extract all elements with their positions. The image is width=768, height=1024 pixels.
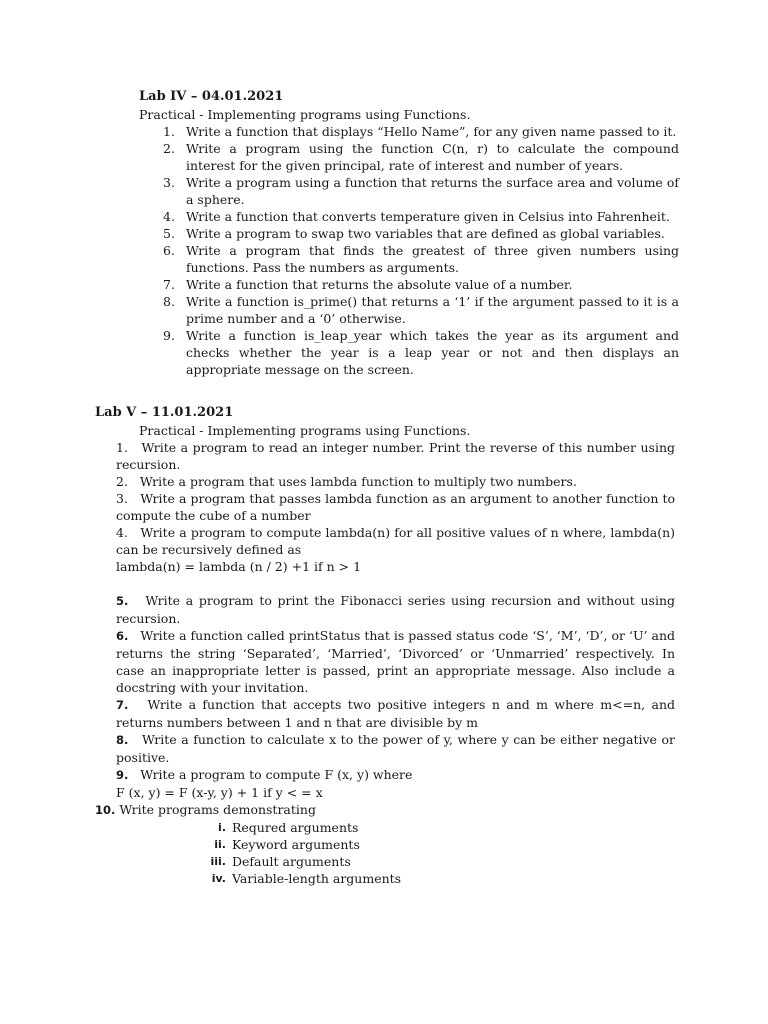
list-item	[95, 853, 675, 870]
item-text: Write a program that finds the greatest of three given numbers using functions. Pass the numbers as arguments.	[186, 243, 679, 275]
list-item	[95, 819, 675, 836]
item-text: Write a function that returns the absolute value of a number.	[186, 277, 573, 292]
item-number: 5.	[163, 226, 175, 241]
list-item	[95, 490, 675, 524]
list-item	[95, 836, 675, 853]
list-item	[139, 208, 679, 225]
item-number: 1.	[163, 124, 175, 139]
argument-types-list	[95, 819, 675, 887]
item-number: iv.	[211, 872, 226, 885]
list-item	[139, 327, 679, 378]
item-number: 10.	[95, 803, 116, 817]
item-number: 2.	[163, 141, 175, 156]
item-number: ii.	[214, 838, 226, 851]
list-item	[139, 293, 679, 327]
item-number: 7.	[163, 277, 175, 292]
item-text: Write programs demonstrating	[119, 802, 316, 817]
list-item	[95, 696, 675, 731]
formula-text: F (x, y) = F (x-y, y) + 1 if y < = x	[116, 785, 323, 800]
item-text: Write a program to compute lambda(n) for all positive values of n where, lambda(n) can be recursively defined as	[116, 525, 675, 557]
list-item	[139, 174, 679, 208]
list-item	[139, 276, 679, 293]
item-number: 4.	[163, 209, 175, 224]
lab5-heading: Lab V – 11.01.2021	[95, 405, 234, 420]
item-text: Write a function that converts temperature given in Celsius into Fahrenheit.	[186, 209, 670, 224]
item-number: 4.	[116, 525, 128, 540]
item-number: 6.	[163, 243, 175, 258]
item-number: 6.	[116, 629, 129, 643]
item-text: Write a function is_leap_year which takes the year as its argument and checks whether the year is a leap year or not and then displays an appropriate message on the screen.	[186, 328, 679, 377]
item-text: Write a program to swap two variables that are defined as global variables.	[186, 226, 665, 241]
item-text: Write a program using a function that returns the surface area and volume of a sphere.	[186, 175, 679, 207]
item-text: Write a function is_prime() that returns a ‘1’ if the argument passed to it is a prime number and a ‘0’ otherwise.	[186, 294, 679, 326]
lab4-heading: Lab IV – 04.01.2021	[139, 89, 284, 104]
item-text: Write a program to read an integer number. Print the reverse of this number using recursion.	[116, 440, 675, 472]
item-number: i.	[218, 821, 226, 834]
formula-f	[95, 784, 675, 801]
list-item	[95, 473, 675, 490]
item-number: 7.	[116, 698, 129, 712]
item-text: Write a program to compute F (x, y) where	[140, 767, 413, 782]
item-text: Write a function called printStatus that is passed status code ‘S’, ‘M’, ‘D’, or ‘U’ and returns the string ‘Separated’, ‘Married’, ‘Divorced’ or ‘Unmarried’ respectively. In case an inappropriate letter is passed, print an appropriate message. Also include a docstring with your invitation.	[116, 628, 675, 695]
item-text: Write a function that displays “Hello Name”, for any given name passed to it.	[186, 124, 677, 139]
lab4-list	[139, 123, 679, 378]
item-number: 2.	[116, 474, 128, 489]
item-text: Write a program using the function C(n, r) to calculate the compound interest for the given principal, rate of interest and number of years.	[186, 141, 679, 173]
lab5-list	[95, 439, 675, 819]
item-number: 9.	[163, 328, 175, 343]
formula-lambda	[95, 558, 675, 575]
list-item	[95, 439, 675, 473]
lab4-section	[139, 88, 679, 378]
list-item	[139, 140, 679, 174]
lab5-section	[95, 404, 675, 887]
item-text: Write a program that uses lambda function to multiply two numbers.	[139, 474, 577, 489]
item-text: Requred arguments	[232, 820, 359, 835]
item-text: Write a program that passes lambda function as an argument to another function to compute the cube of a number	[116, 491, 676, 523]
list-item	[95, 870, 675, 887]
item-text: Write a function that accepts two positive integers n and m where m<=n, and returns numbers between 1 and n that are divisible by m	[116, 697, 675, 730]
item-number: 5.	[116, 594, 129, 608]
item-number: 8.	[116, 733, 129, 747]
list-item	[95, 592, 675, 627]
item-text: Keyword arguments	[232, 837, 360, 852]
item-number: 3.	[116, 491, 128, 506]
list-item	[95, 766, 675, 784]
item-number: 1.	[116, 440, 128, 455]
list-item	[139, 242, 679, 276]
list-item	[95, 524, 675, 558]
list-item	[95, 627, 675, 696]
item-number: 3.	[163, 175, 175, 190]
item-number: 8.	[163, 294, 175, 309]
list-item	[139, 123, 679, 140]
list-item	[95, 731, 675, 766]
item-text: Write a function to calculate x to the power of y, where y can be either negative or positive.	[116, 732, 675, 765]
spacer	[95, 575, 675, 592]
item-text: Default arguments	[232, 854, 351, 869]
list-item	[139, 225, 679, 242]
formula-text: lambda(n) = lambda (n / 2) +1 if n > 1	[116, 559, 362, 574]
item-number: iii.	[210, 855, 226, 868]
item-text: Write a program to print the Fibonacci series using recursion and without using recursion.	[116, 593, 675, 626]
list-item	[95, 801, 675, 819]
item-number: 9.	[116, 768, 129, 782]
lab4-practical: Practical - Implementing programs using Functions.	[139, 107, 471, 122]
item-text: Variable-length arguments	[232, 871, 402, 886]
lab5-practical: Practical - Implementing programs using Functions.	[139, 423, 471, 438]
